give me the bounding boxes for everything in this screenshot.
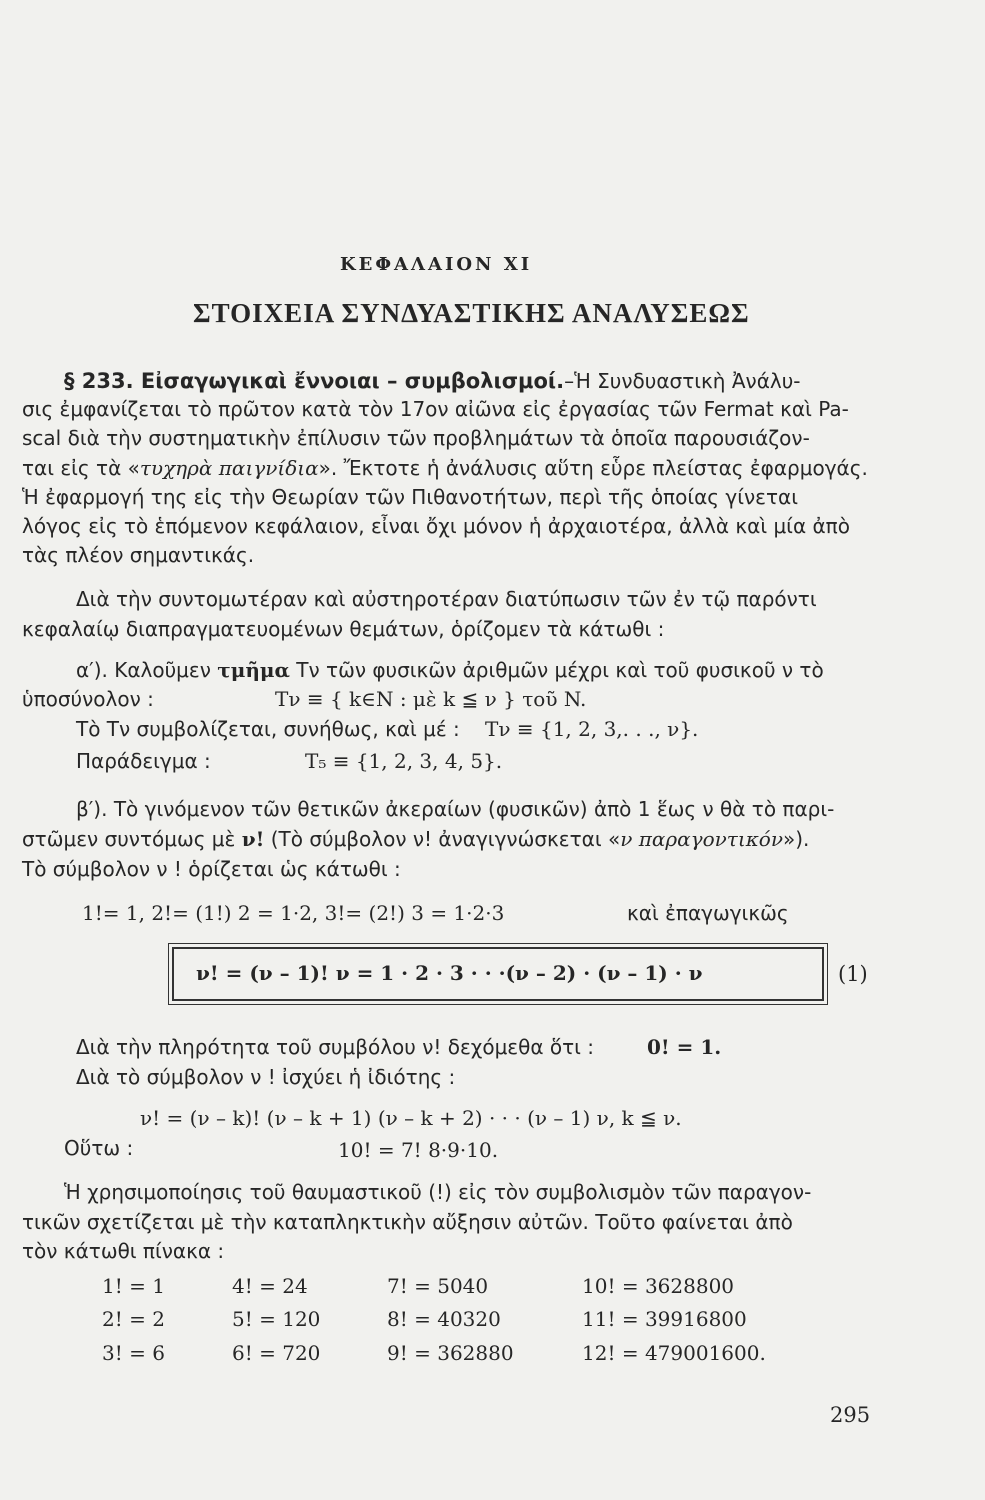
alpha-line-3: Τὸ Tν συμβολίζεται, συνήθως, καὶ μέ : [76,717,460,741]
beta-line-2 [22,826,809,853]
example-formula: T₅ ≡ {1, 2, 3, 4, 5}. [305,749,503,773]
chapter-title: ΣΤΟΙΧΕΙΑ ΣΥΝΔΥΑΣΤΙΚΗΣ ΑΝΑΛΥΣΕΩΣ [193,298,750,328]
page-number: 295 [830,1403,871,1427]
table-cell: 10! = 3628800 [582,1274,735,1298]
section-heading-line [64,368,801,395]
intro-line: σις ἐμφανίζεται τὸ πρῶτον κατὰ τὸν 17ον αἰῶνα εἰς ἐργασίας τῶν Fermat καὶ Pa- [22,397,849,421]
beta-text: στῶμεν συντόμως μὲ [22,827,242,851]
beta-text: »). [783,827,810,851]
intro-line: ». Ἔκτοτε ἡ ἀνάλυσις αὕτη εὗρε πλείστας ἐφαρμογάς. [318,456,868,480]
usage-line: Ἡ χρησιμοποίησις τοῦ θαυμαστικοῦ (!) εἰς τὸν συμβολισμὸν τῶν παραγον- [64,1180,812,1204]
table-cell: 11! = 39916800 [582,1307,747,1331]
usage-line: τικῶν σχετίζεται μὲ τὴν καταπληκτικὴν αὔξησιν αὐτῶν. Τοῦτο φαίνεται ἀπὸ [22,1210,793,1234]
intro-line: scal διὰ τὴν συστηματικὴν ἐπίλυσιν τῶν προβλημάτων τὰ ὁποῖα παρουσιάζον- [22,426,810,450]
intro-line: ται εἰς τὰ « [22,456,140,480]
alpha-line-2-formula: Tν ≡ { k∈N : μὲ k ≦ ν } τοῦ N. [275,687,587,711]
alpha-line-3-formula: Tν ≡ {1, 2, 3,. . ., ν}. [485,717,699,741]
table-cell: 8! = 40320 [387,1307,501,1331]
intro-line-wrapper [22,455,868,482]
completeness-line: Διὰ τὴν πληρότητα τοῦ συμβόλου ν! δεχόμεθα ὅτι : [76,1035,595,1059]
purpose-line: κεφαλαίῳ διαπραγματευομένων θεμάτων, ὁρίζομεν τὰ κάτωθι : [22,617,665,641]
table-cell: 6! = 720 [232,1341,321,1365]
table-cell: 1! = 1 [102,1274,165,1298]
boxed-equation [172,947,824,1001]
intro-line: τὰς πλέον σημαντικάς. [22,543,255,567]
beta-text-inductively: καὶ ἐπαγωγικῶς [627,901,789,925]
thus-formula: 10! = 7! 8·9·10. [338,1138,499,1162]
table-cell: 3! = 6 [102,1341,165,1365]
usage-line: τὸν κάτωθι πίνακα : [22,1239,225,1263]
beta-formula-line: 1!= 1, 2!= (1!) 2 = 1·2, 3!= (2!) 3 = 1·2·3 [82,901,505,925]
table-cell: 5! = 120 [232,1307,321,1331]
beta-text: (Τὸ σύμβολον ν! ἀναγιγνώσκεται « [264,827,621,851]
beta-line-1: β′). Τὸ γινόμενον τῶν θετικῶν ἀκεραίων (φυσικῶν) ἀπὸ 1 ἕως ν θὰ τὸ παρι- [76,797,835,821]
table-cell: 7! = 5040 [387,1274,489,1298]
table-cell: 9! = 362880 [387,1341,514,1365]
chapter-label: ΚΕΦΑΛΑΙΟΝ XI [340,254,533,275]
alpha-term: τμῆμα [217,658,290,682]
beta-line-3: Τὸ σύμβολον ν ! ὁρίζεται ὡς κάτωθι : [22,857,401,881]
section-heading: § 233. Εἰσαγωγικαὶ ἔννοιαι – συμβολισμοί. [64,369,565,393]
purpose-line: Διὰ τὴν συντομωτέραν καὶ αὐστηροτέραν διατύπωσιν τῶν ἐν τῷ παρόντι [76,587,817,611]
intro-line: λόγος εἰς τὸ ἑπόμενον κεφάλαιον, εἶναι ὄχι μόνον ἡ ἀρχαιοτέρα, ἀλλὰ καὶ μία ἀπὸ [22,514,850,538]
property-formula: ν! = (ν – k)! (ν – k + 1) (ν – k + 2) · · · (ν – 1) ν, k ≦ ν. [140,1106,682,1130]
alpha-line-2-label: ὑποσύνολον : [22,687,154,711]
table-cell: 12! = 479001600. [582,1341,766,1365]
alpha-text: Tν τῶν φυσικῶν ἀριθμῶν μέχρι καὶ τοῦ φυσικοῦ ν τὸ [289,658,824,682]
thus-label: Οὕτω : [64,1136,134,1160]
equation-number: (1) [838,962,868,986]
completeness-formula: 0! = 1. [647,1035,722,1059]
intro-italic-phrase: τυχηρὰ παιγνίδια [139,456,319,480]
intro-line: –Ἡ Συνδυαστικὴ Ἀνάλυ- [564,369,801,393]
boxed-equation-formula: ν! = (ν – 1)! ν = 1 · 2 · 3 · · ·(ν – 2) · (ν – 1) · ν [196,961,703,985]
beta-italic-phrase: ν παραγοντικόν [620,827,784,851]
intro-line: Ἡ ἐφαρμογή της εἰς τὴν Θεωρίαν τῶν Πιθανοτήτων, περὶ τῆς ὁποίας γίνεται [22,485,798,509]
property-line: Διὰ τὸ σύμβολον ν ! ἰσχύει ἡ ἰδιότης : [76,1065,456,1089]
alpha-text: α′). Καλοῦμεν [76,658,218,682]
table-cell: 4! = 24 [232,1274,308,1298]
alpha-line-1 [76,657,824,684]
beta-symbol: ν! [241,827,265,851]
example-label: Παράδειγμα : [76,749,211,773]
table-cell: 2! = 2 [102,1307,165,1331]
